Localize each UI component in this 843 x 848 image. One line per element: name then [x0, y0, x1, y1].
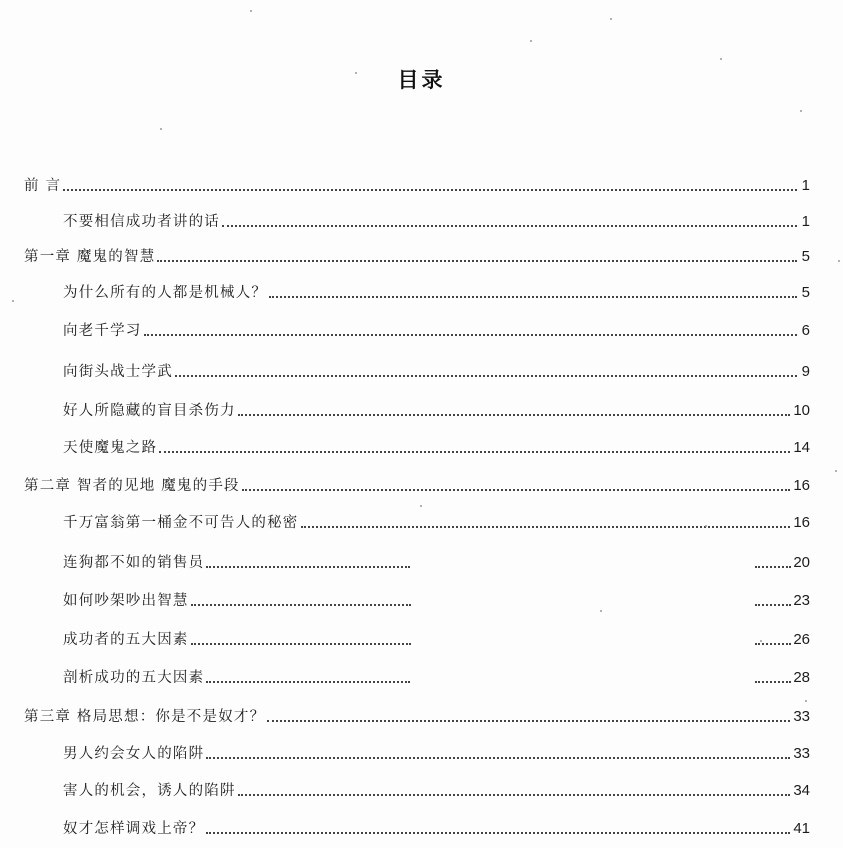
dot-leader — [238, 794, 791, 796]
toc-entry-title: 千万富翁第一桶金不可告人的秘密 — [63, 515, 299, 531]
toc-entry-title: 向老千学习 — [63, 323, 142, 339]
scan-speck — [720, 58, 722, 60]
scan-speck — [160, 128, 162, 130]
toc-section-6[interactable] — [63, 396, 810, 422]
dot-leader — [159, 451, 790, 453]
dot-leader — [222, 225, 797, 227]
toc-entry-title: 奴才怎样调戏上帝？ — [63, 821, 205, 837]
toc-entry-title: 为什么所有的人都是机械人？ — [63, 285, 268, 301]
toc-page-number: 1 — [801, 177, 810, 194]
toc-section-9[interactable] — [63, 508, 810, 534]
toc-page-number: 41 — [793, 820, 810, 837]
scan-speck — [805, 700, 807, 702]
toc-entry-title: 前 言 — [24, 178, 62, 194]
toc-chapter-2[interactable] — [24, 242, 810, 268]
toc-entry-title: 好人所隐藏的盲目杀伤力 — [63, 403, 236, 419]
dot-leader — [175, 375, 797, 377]
scan-speck — [420, 505, 422, 507]
toc-entry-title: 害人的机会，诱人的陷阱 — [63, 783, 236, 799]
toc-section-16[interactable] — [63, 776, 810, 802]
dot-leader — [191, 643, 411, 645]
toc-page-number: 5 — [801, 284, 810, 301]
dot-leader — [144, 334, 798, 336]
dot-leader — [157, 260, 797, 262]
page-title: 目录 — [397, 68, 446, 92]
dot-leader — [301, 526, 791, 528]
toc-entry-title: 天使魔鬼之路 — [63, 440, 158, 456]
dot-leader — [267, 720, 790, 722]
dot-leader — [755, 566, 791, 568]
toc-page-number: 34 — [793, 782, 810, 799]
toc-entry-title: 剖析成功的五大因素 — [63, 670, 205, 686]
toc-page-number: 6 — [801, 322, 810, 339]
toc-chapter-8[interactable] — [24, 471, 810, 497]
toc-page-number: 9 — [801, 363, 810, 380]
toc-section-13[interactable] — [63, 663, 810, 689]
toc-chapter-14[interactable] — [24, 702, 810, 728]
toc-page-number: 14 — [793, 439, 810, 456]
scan-speck — [250, 10, 252, 12]
dot-leader — [755, 643, 791, 645]
toc-section-4[interactable] — [63, 316, 810, 342]
toc-page-number: 16 — [793, 514, 810, 531]
toc-entry-title: 向街头战士学武 — [63, 364, 173, 380]
toc-section-15[interactable] — [63, 739, 810, 765]
scan-speck — [355, 72, 357, 74]
dot-leader — [242, 489, 791, 491]
toc-section-3[interactable] — [63, 278, 810, 304]
dot-leader — [755, 604, 791, 606]
toc-chapter-0[interactable] — [24, 171, 810, 197]
dot-leader — [206, 757, 790, 759]
toc-page-number: 1 — [801, 213, 810, 230]
dot-leader — [755, 681, 791, 683]
scan-speck — [530, 40, 532, 42]
dot-leader — [191, 604, 411, 606]
toc-page-number: 10 — [793, 402, 810, 419]
dot-leader — [269, 296, 797, 298]
toc-entry-title: 连狗都不如的销售员 — [63, 555, 205, 571]
scan-speck — [835, 470, 837, 472]
dot-leader — [206, 566, 410, 568]
toc-section-11[interactable] — [63, 586, 810, 612]
dot-leader — [63, 189, 797, 191]
scan-speck — [838, 260, 840, 262]
toc-page-number: 16 — [793, 477, 810, 494]
toc-entry-title: 如何吵架吵出智慧 — [63, 593, 189, 609]
toc-section-12[interactable] — [63, 625, 810, 651]
toc-section-5[interactable] — [63, 357, 810, 383]
scan-speck — [760, 640, 762, 642]
dot-leader — [238, 414, 791, 416]
toc-page-number: 23 — [793, 592, 810, 609]
toc-section-1[interactable] — [63, 207, 810, 233]
scan-speck — [800, 110, 802, 112]
toc-entry-title: 第一章 魔鬼的智慧 — [24, 249, 156, 265]
toc-entry-title: 第二章 智者的见地 魔鬼的手段 — [24, 478, 240, 494]
toc-section-7[interactable] — [63, 433, 810, 459]
scan-speck — [600, 610, 602, 612]
toc-page-number: 33 — [793, 708, 810, 725]
scan-speck — [705, 525, 707, 527]
toc-entry-title: 成功者的五大因素 — [63, 632, 189, 648]
toc-entry-title: 第三章 格局思想：你是不是奴才？ — [24, 709, 266, 725]
scan-speck — [610, 18, 612, 20]
toc-entry-title: 不要相信成功者讲的话 — [63, 214, 220, 230]
toc-entry-title: 男人约会女人的陷阱 — [63, 746, 205, 762]
toc-page-number: 5 — [801, 248, 810, 265]
dot-leader — [206, 832, 790, 834]
toc-section-10[interactable] — [63, 548, 810, 574]
toc-page-number: 26 — [793, 631, 810, 648]
toc-page-number: 33 — [793, 745, 810, 762]
scan-speck — [12, 300, 14, 302]
toc-section-17[interactable] — [63, 814, 810, 840]
toc-page-number: 20 — [793, 554, 810, 571]
toc-page-number: 28 — [793, 669, 810, 686]
dot-leader — [206, 681, 410, 683]
